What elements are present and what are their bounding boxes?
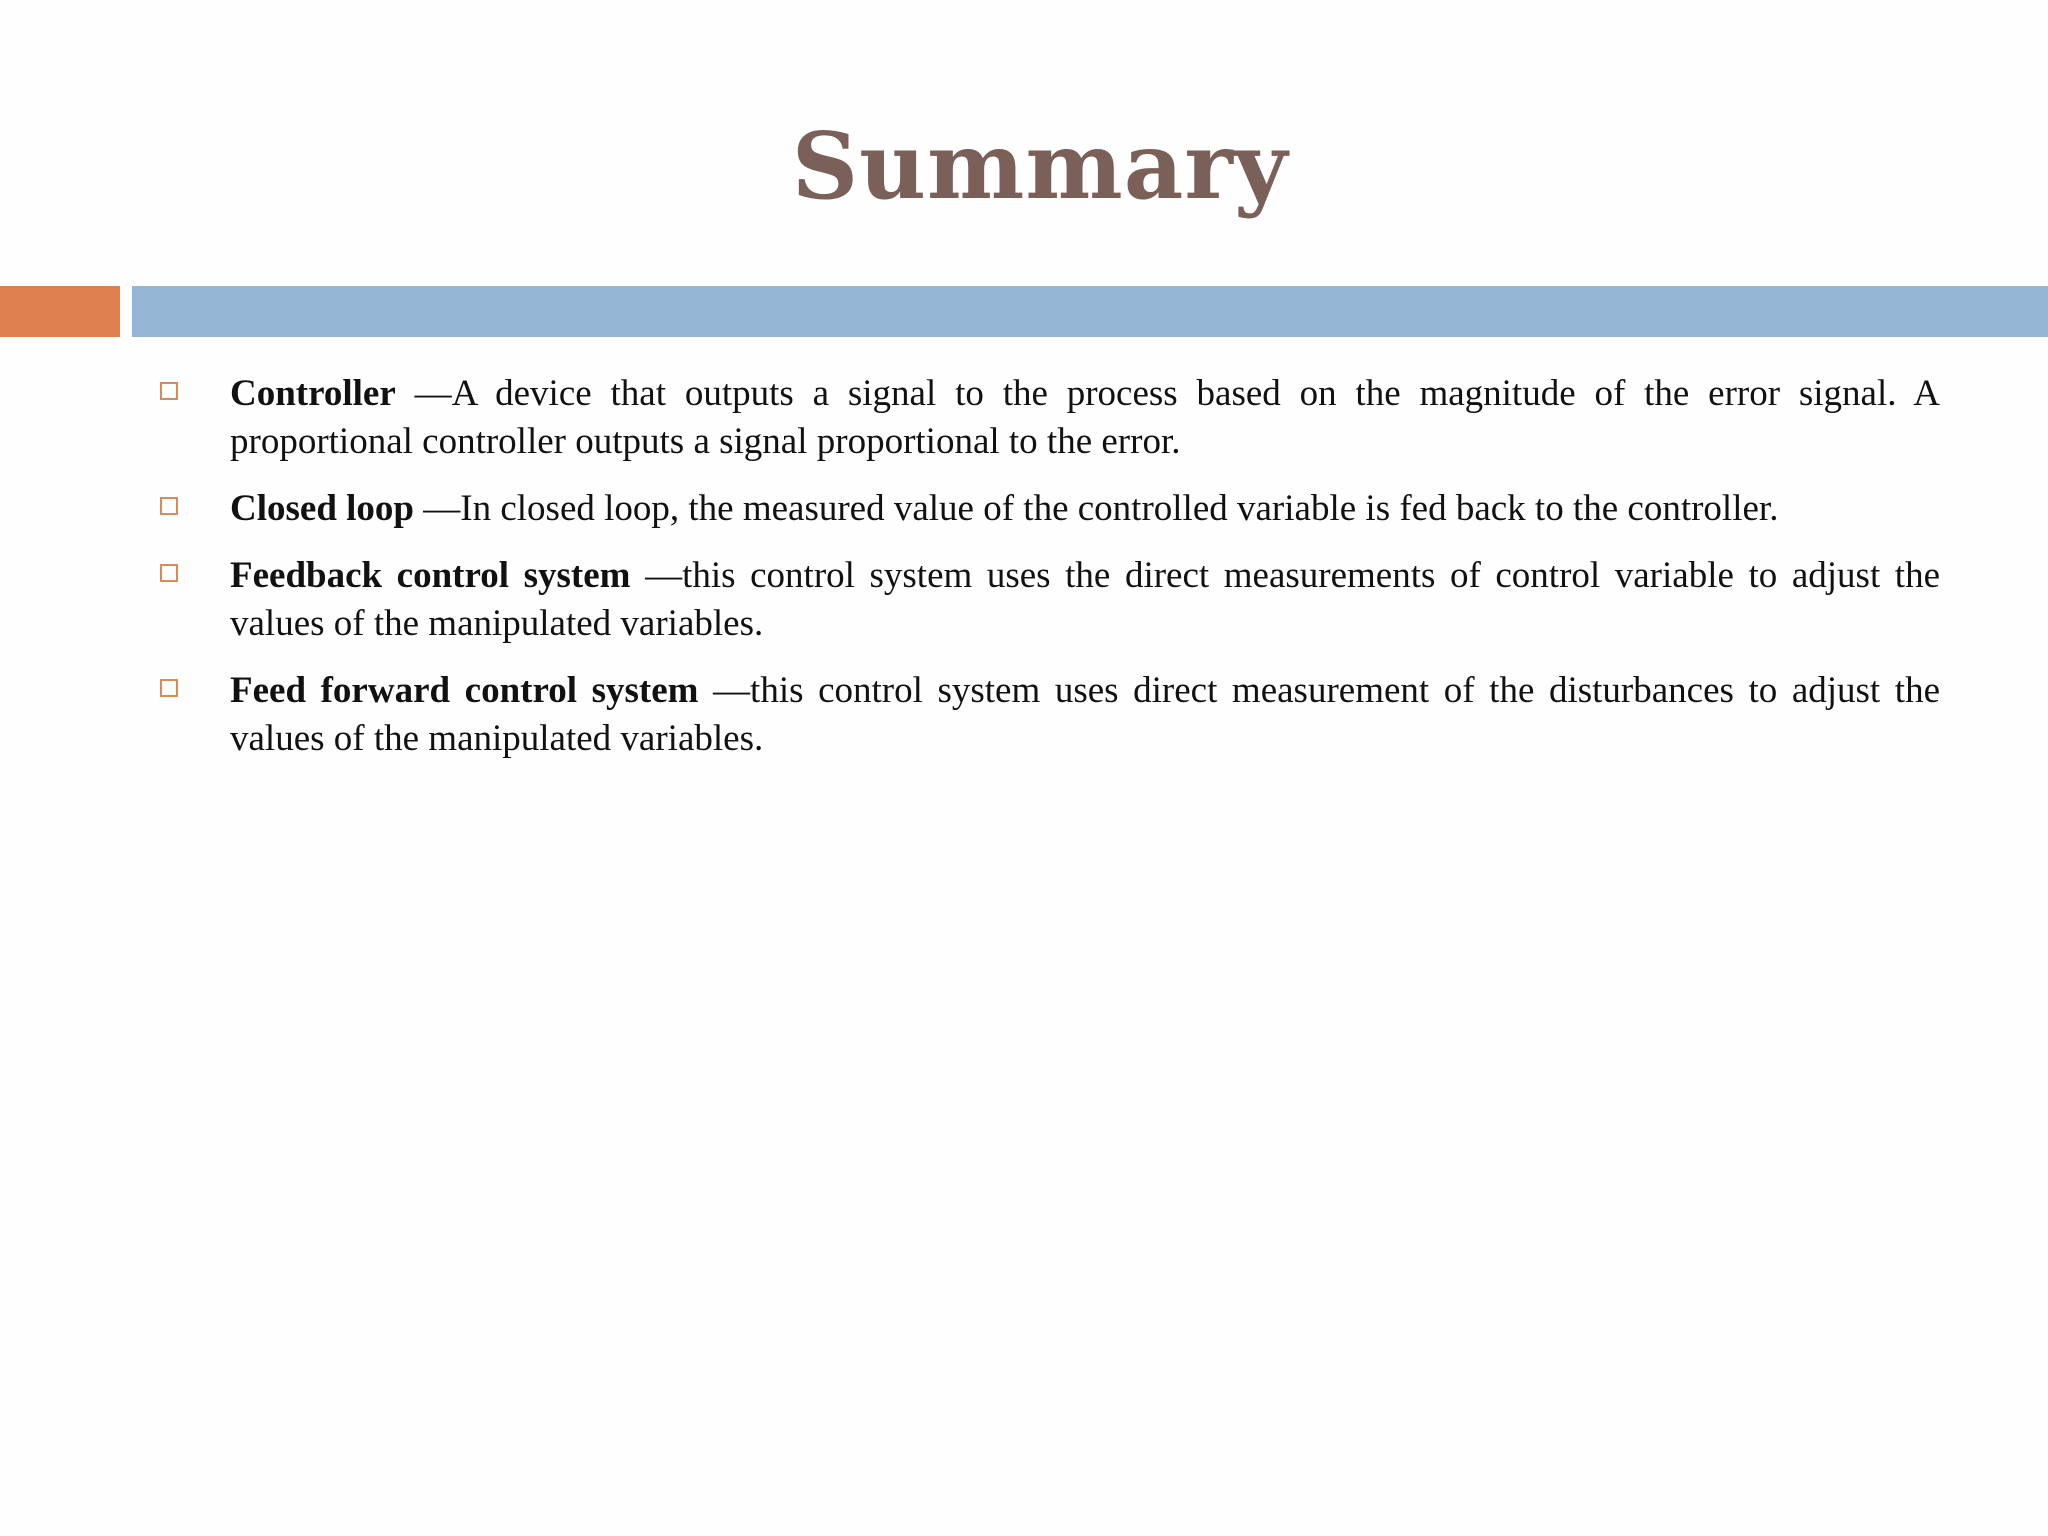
separator: — <box>698 670 751 711</box>
square-bullet-icon <box>160 497 178 515</box>
term: Controller <box>230 373 396 414</box>
square-bullet-icon <box>160 382 178 400</box>
square-bullet-icon <box>160 679 178 697</box>
definition: In closed loop, the measured value of the controlled variable is fed back to the controller. <box>460 488 1779 529</box>
definition: A device that outputs a signal to the process based on the magnitude of the error signal. A proportional controller outputs a signal proportional to the error. <box>230 373 1941 462</box>
list-item-controller <box>158 370 1940 466</box>
definition: this control system uses direct measurement of the disturbances to adjust the values of the manipulated variables. <box>230 670 1940 759</box>
term: Feed forward control system <box>230 670 699 711</box>
separator: — <box>414 488 461 529</box>
term: Closed loop <box>230 488 415 529</box>
slide-title: Summary <box>791 112 1289 220</box>
separator: — <box>395 373 452 414</box>
accent-bar-orange <box>0 286 120 337</box>
term: Feedback control system <box>230 555 631 596</box>
definition: this control system uses the direct measurements of control variable to adjust the values of the manipulated variables. <box>230 555 1941 644</box>
bullet-list <box>158 370 1940 782</box>
separator: — <box>630 555 683 596</box>
accent-bar-blue <box>132 286 2048 337</box>
list-item-feed-forward <box>158 667 1940 763</box>
square-bullet-icon <box>160 564 178 582</box>
list-item-closed-loop <box>158 485 1940 533</box>
list-item-feedback <box>158 552 1940 648</box>
